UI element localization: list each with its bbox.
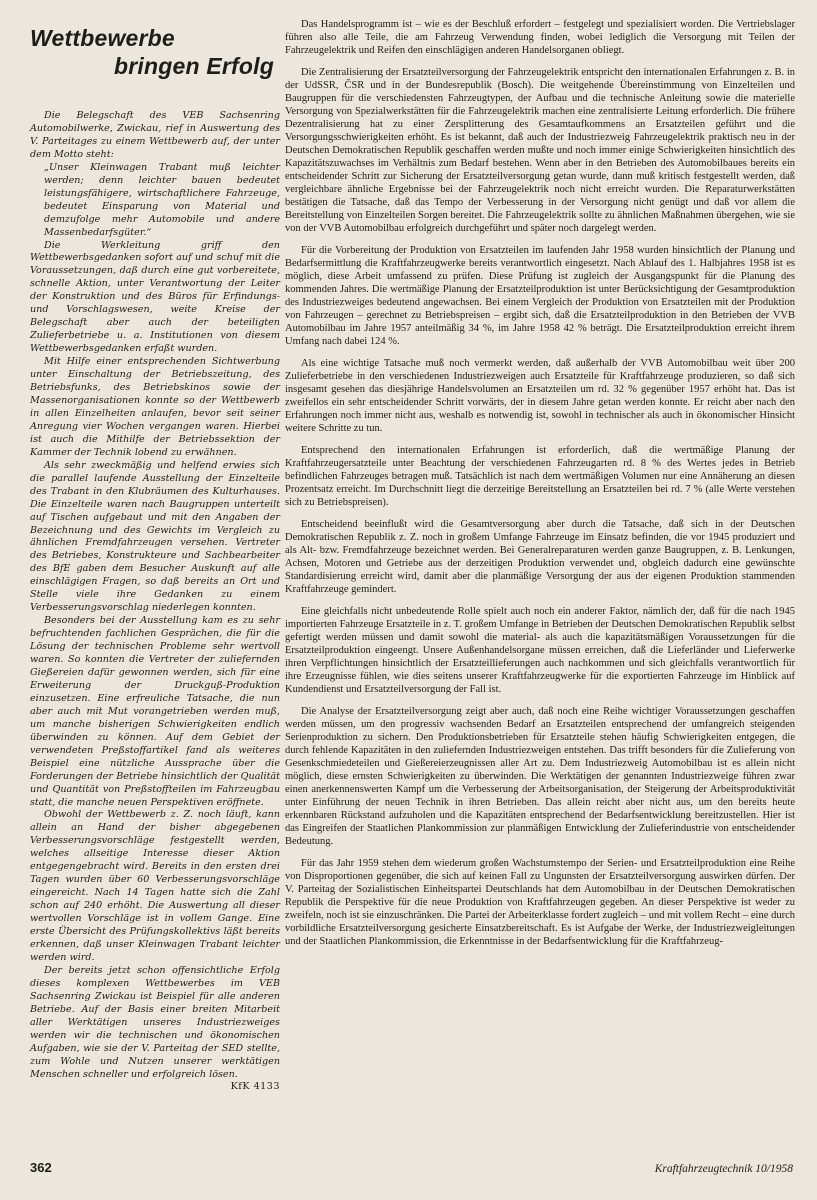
right-paragraph: Das Handelsprogramm ist – wie es der Beschluß erfordert – festgelegt und spezialisiert worden. Die Vertriebslager führen also alle Teile, die am Fahrzeug Verwendung finden, wobei lediglich die Versorgung mit Teilen der Fahrzeugelektrik und Reifen den einschlägigen anderen Handelsorganen obliegt. bbox=[285, 19, 795, 56]
motto-quote: „Unser Kleinwagen Trabant muß leichter werden; denn leichter bauen bedeutet leistungsfähigere, wirtschaftlichere Fahrzeuge, bedeutet Einsparung von Material und demzufolge mehr Automobile und andere Massenbedarfsgüter.“ bbox=[44, 161, 280, 238]
journal-issue: Kraftfahrzeugtechnik 10/1958 bbox=[654, 1163, 793, 1175]
left-paragraph: Als sehr zweckmäßig und helfend erwies sich die parallel laufende Ausstellung der Einzelteile des Trabant in den Klubräumen des Kulturhauses. Die Einzelteile waren nach Baugruppen unterteilt auf Tischen aufgebaut und mit den Angaben der Bezeichnung und des Gewichts im Vergleich zu ähnlichen Fremdfahrzeugen versehen. Vertreter des Betriebes, Konstrukteure und Sachbearbeiter des BfE gaben dem Besucher Auskunft auf alle einschlägigen Fragen, so daß bereits an Ort und Stelle viele ihre Gedanken zu einem Verbesserungsvorschlag niederlegen konnten. bbox=[30, 459, 280, 614]
left-paragraph: Mit Hilfe einer entsprechenden Sichtwerbung unter Einschaltung der Betriebszeitung, des Betriebsfunks, des Betriebskinos sowie der Massenorganisationen konnte so der Wettbewerb in allen Einzelheiten anlaufen, bevor seit seiner Anregung vier Wochen vergangen waren. Hierbei ist auch die Mithilfe der Betriebssektion der Kammer der Technik lobend zu erwähnen. bbox=[30, 356, 280, 458]
page-number: 362 bbox=[30, 1160, 52, 1175]
right-paragraph: Für die Vorbereitung der Produktion von Ersatzteilen im laufenden Jahr 1958 wurden hinsichtlich der Planung und Bedarfsermittlung die Kraftfahrzeugwerke bereits verantwortlich eingesetzt. Nach Ablauf des 1. Halbjahres 1958 ist es möglich, diese Arbeit umfassend zu prüfen. Diese Prüfung ist zugleich der Ausgangspunkt für die Planung des kommenden Jahres. Die wertmäßige Planung der Ersatzteilproduktion ist unter Berücksichtigung der Gesamtproduktion des Industriezweiges bedeutend angewachsen. Bei einem Vergleich der Produktion von Ersatzteilen mit der Produktion von Fahrzeugen – gerechnet zu Betriebspreisen – ergibt sich, daß die Ersatzteilproduktion in den Betrieben der VVB Automobilbau im Jahre 1957 anteilmäßig 34 %, im Jahre 1958 42 % beträgt. Die Ersatzteilproduktion erreicht ihrem Umfang nach dabei 124 %. bbox=[285, 245, 795, 347]
article-signature: KfK 4133 bbox=[230, 1081, 280, 1093]
page-footer bbox=[30, 1160, 793, 1175]
title-line-2: bringen Erfolg bbox=[114, 53, 274, 79]
article-title bbox=[30, 24, 280, 80]
right-paragraph: Entscheidend beeinflußt wird die Gesamtversorgung aber durch die Tatsache, daß sich in der Deutschen Demokratischen Republik z. Z. noch in großem Umfange Fahrzeuge im Einsatz befinden, die vor 1945 produziert und als Alt- bzw. Fremdfahrzeuge bezeichnet werden. Bei Generalreparaturen werden ganze Baugruppen, z. B. Lenkungen, Achsen, Motoren und Getriebe aus der derzeitigen Produktion verwendet und, obgleich dadurch eine gewünschte Standardisierung erreicht wird, damit aber die planmäßige Versorgung der aus der eigenen Produktion stammenden Kraftfahrzeuge gemindert. bbox=[285, 519, 795, 595]
left-column bbox=[30, 18, 280, 1158]
right-column bbox=[285, 18, 795, 1158]
title-line-1: Wettbewerbe bbox=[30, 25, 175, 51]
left-paragraph: Die Belegschaft des VEB Sachsenring Automobilwerke, Zwickau, rief in Auswertung des V. Parteitages zu einem Wettbewerb auf, der unter dem Motto steht: bbox=[30, 110, 280, 160]
right-paragraph: Die Zentralisierung der Ersatzteilversorgung der Fahrzeugelektrik entspricht den internationalen Erfahrungen z. B. in der UdSSR, ČSR und in der Bundesrepublik (Bosch). Die weitgehende Übereinstimmung von Einzelteilen und Baugruppen für die verschiedensten Fahrzeugtypen, der Aufbau und die technische Anleitung sowie die materielle Versorgung von Spezialwerkstätten für die Fahrzeugelektrik machen eine zentralisierte Leitung erforderlich. Die frühere Dezentralisierung hat zu einer Zersplitterung des Gesamtaufkommens an Ersatzteilen geführt und die Versorgungsschwierigkeiten erhöht. Es ist bekannt, daß auch der Industriezweig Fahrzeugelektrik praktisch neu in der Deutschen Demokratischen Republik geschaffen werden mußte und noch immer einige Schwierigkeiten hinsichtlich des Kapazitätszuwachses im Verhältnis zum Bedarf bestehen. Wenn aber in den Betrieben des Automobilbaues bereits ein entscheidender Schritt zur Sicherung der Ersatzteilversorgung getan wurde, dann muß kritisch festgestellt werden, daß vergleichbare ähnliche Ergebnisse bei der Fahrzeugelektrik noch nicht erreicht wurden. Die Reparaturwerkstätten bestätigen die Tatsache, daß das Tempo der Verbesserung in der Versorgung nicht genügt und daß vor allem die Bereitstellung von Einzelteilen Sorgen bereitet. Die Fahrzeugelektrik sollte zu ähnlichen Maßnahmen übergehen, wie sie von der VVB Automobilbau erfolgreich durchgeführt und später noch dargelegt werden. bbox=[285, 67, 795, 234]
columns bbox=[30, 18, 795, 1158]
left-paragraph: Obwohl der Wettbewerb z. Z. noch läuft, kann allein an Hand der bisher abgegebenen Verbesserungsvorschläge festgestellt werden, welches allseitige Interesse dieser Aktion entgegengebracht wird. Bereits in den ersten drei Tagen wurden über 60 Verbesserungsvorschläge eingereicht. Nach 14 Tagen hatte sich die Zahl schon auf 240 erhöht. Die Auswertung all dieser wertvollen Vorschläge ist in vollem Gange. Eine erste Übersicht des Prüfungskollektivs läßt bereits erkennen, daß unser Kleinwagen Trabant leichter werden wird. bbox=[30, 809, 280, 963]
left-paragraph: Die Werkleitung griff den Wettbewerbsgedanken sofort auf und schuf mit die Voraussetzungen, daß durch eine gut vorbereitete, schnelle Aktion, unter Verantwortung der Leiter der Konstruktion und des Büros für Erfindungs- und Vorschlagswesen, weite Kreise der Belegschaft aber auch der beteiligten Zulieferbetriebe u. a. Institutionen von diesem Wettbewerbsgedanken erfaßt wurden. bbox=[30, 239, 280, 355]
right-paragraph: Entsprechend den internationalen Erfahrungen ist erforderlich, daß die wertmäßige Planung der Kraftfahrzeugersatzteile unter Beachtung der verschiedenen Fahrzeugarten rd. 8 % des Wertes jedes in Betrieb befindlichen Fahrzeuges betragen muß. Tatsächlich ist nach dem wertmäßigen Volumen nur eine Annäherung an diesen Prozentsatz erreicht. Im Durchschnitt liegt die derzeitige Bereitstellung an Ersatzteilen bei rd. 7 % (alle Werte verstehen sich zu Betriebspreisen). bbox=[285, 445, 795, 508]
right-paragraph: Als eine wichtige Tatsache muß noch vermerkt werden, daß außerhalb der VVB Automobilbau weit über 200 Zulieferbetriebe in den verschiedenen Industriezweigen auch Ersatzteile für Kraftfahrzeuge produzieren, so daß sich insgesamt gesehen das diesjährige Handelsvolumen an Ersatzteilen um rd. 32 % gegenüber 1957 erhöht hat. Das ist zweifellos ein sehr entscheidender Schritt vorwärts, der in diesem Jahre getan werden konnte. Er reicht aber nach den Erfahrungen noch immer nicht aus, weshalb es notwendig ist, sowohl in technischer als auch in ökonomischer Hinsicht weitere Schritte zu tun. bbox=[285, 358, 795, 434]
right-paragraph: Für das Jahr 1959 stehen dem wiederum großen Wachstumstempo der Serien- und Ersatzteilproduktion eine Reihe von Disproportionen gegenüber, die sich auf keinen Fall zu Ungunsten der Ersatzteilversorgung auswirken dürfen. Der V. Parteitag der Sozialistischen Einheitspartei Deutschlands hat dem Automobilbau in der Deutschen Demokratischen Republik die Perspektive für die neue Produktion von Kraftfahrzeugen gegeben. An dieser Perspektive ist weder zu zweifeln, noch ist sie einzuschränken. Die Partei der Arbeiterklasse fordert zugleich – und mit vollem Recht – eine durch vorbildliche Ersatzteilversorgung gesicherte Einsatzbereitschaft. Es ist Aufgabe der Werke, der Industriezweigleitungen und der Staatlichen Plankommission, die Erkenntnisse in der Bedarfsentwicklung für die Kraftfahrzeug- bbox=[285, 858, 795, 947]
left-paragraph: Der bereits jetzt schon offensichtliche Erfolg dieses komplexen Wettbewerbes im VEB Sachsenring Zwickau ist Beispiel für alle anderen Betriebe. Auf der Basis einer breiten Mitarbeit aller Werktätigen unseres Industriezweiges werden wir die technischen und ökonomischen Aufgaben, wie sie der V. Parteitag der SED stellte, zum Wohle und Nutzen unserer werktätigen Menschen schneller und erfolgreich lösen. bbox=[30, 964, 280, 1080]
right-paragraph: Die Analyse der Ersatzteilversorgung zeigt aber auch, daß noch eine Reihe wichtiger Voraussetzungen geschaffen werden müssen, um den progressiv wachsenden Bedarf an Ersatzteilen entsprechend der umfangreich steigenden Serienproduktion zu sichern. Den Produktionsbetrieben für Ersatzteile stehen häufig Schwierigkeiten entgegen, die durch fehlende Kapazitäten in den zuliefernden Industriezweigen entstehen. Das trifft besonders für die Zulieferung von Gesenkschmiedeteilen und Gießereierzeugnissen aller Art zu. Dem Industriezweig Automobilbau ist es allein nicht möglich, diese ernsten Schwierigkeiten zu überwinden. Die Werktätigen der genannten Industriezweige führen zwar einen anerkennenswerten Kampf um die Verbesserung der Arbeitsorganisation, der Steigerung der Arbeitsproduktivität unter Einführung der neuen Technik in ihren Betrieben. Das allein reicht aber nicht aus, um den bereits heute erkennbaren Rückstand aufzuholen und die Kapazitäten entsprechend der Bedarfsentwicklung bereitzustellen. Hier ist das Eingreifen der Staatlichen Plankommission zur planmäßigen Entwicklung der Zulieferindustrie von entscheidender Bedeutung. bbox=[285, 706, 795, 847]
right-paragraph: Eine gleichfalls nicht unbedeutende Rolle spielt auch noch ein anderer Faktor, nämlich der, daß für die nach 1945 importierten Fahrzeuge Ersatzteile in z. T. großem Umfange in Betrieben der Deutschen Demokratischen Republik selbst gefertigt werden müssen und damit sowohl die material- als auch die kapazitätsmäßigen Voraussetzungen für die Ersatzteilproduktion eingeengt. Unsere Außenhandelsorgane müssen erreichen, daß die Lieferländer und Lieferwerke ihren Verpflichtungen hinsichtlich der Ersatzteillieferungen auch nachkommen und sich gleichfalls verantwortlich für ihre Erzeugnisse fühlen, wie dies seitens unserer Kraftfahrzeugwerke für die exportierten Fahrzeuge im Hinblick auf Kundendienst und Ersatzteilversorgung der Fall ist. bbox=[285, 606, 795, 695]
left-paragraph: Besonders bei der Ausstellung kam es zu sehr befruchtenden fachlichen Gesprächen, die für die Lösung der technischen Probleme sehr wertvoll waren. So konnten die Vertreter der zuliefernden Gießereien dafür gewonnen werden, sich für eine Erweiterung der Druckguß-Produktion einzusetzen. Eine erfreuliche Tatsache, die nun aber auch mit Mut vorangetrieben werden muß, um manche bisherigen Schwierigkeiten endlich überwinden zu können. Auf dem Gebiet der verwendeten Preßstoffartikel fand als weiteres Beispiel eine nützliche Aussprache über die Forderungen der Betriebe hinsichtlich der Qualität und Quantität von Preßstoffteilen im Fahrzeugbau statt, die manche neuen Perspektiven eröffnete. bbox=[30, 615, 280, 808]
